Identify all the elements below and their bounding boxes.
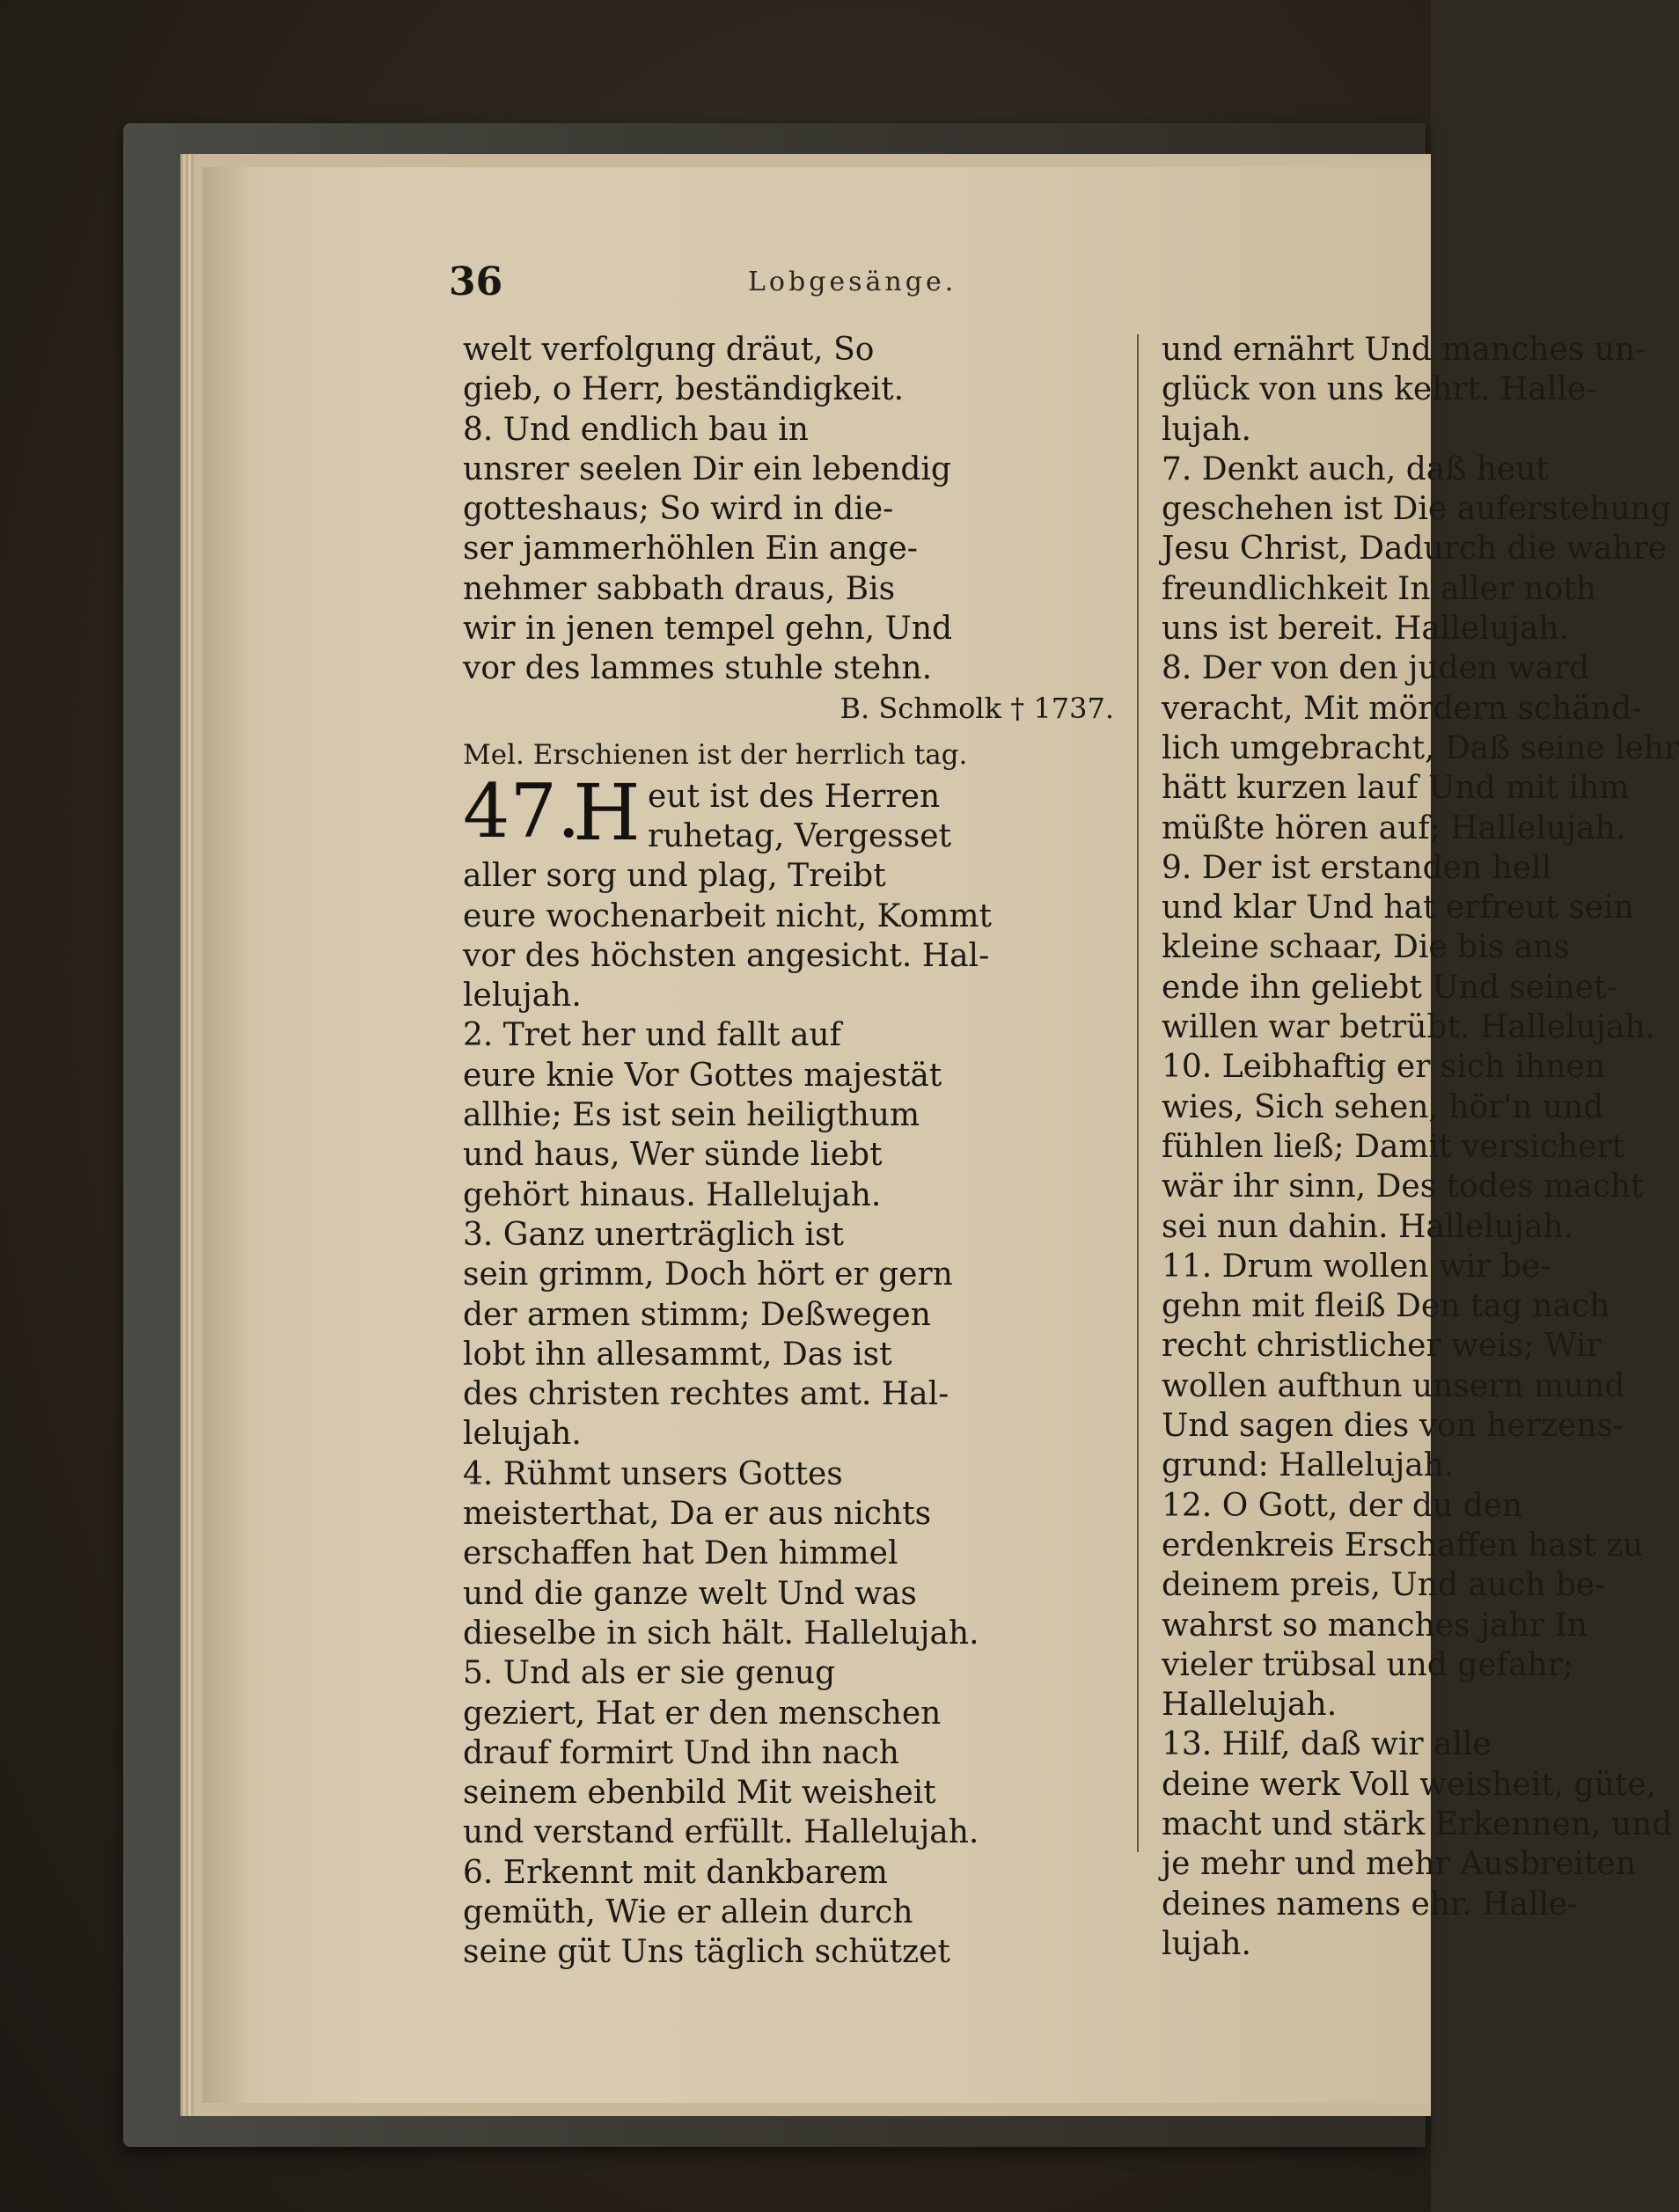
book-page [202, 167, 1679, 2103]
text-line: erschaffen hat Den himmel [463, 1535, 898, 1572]
text-line: drauf formirt Und ihn nach [463, 1734, 899, 1771]
text-line: seinem ebenbild Mit weisheit [463, 1775, 936, 1812]
page-number: 36 [449, 260, 503, 304]
text-line: allhie; Es ist sein heiligthum [463, 1097, 920, 1134]
text-line: erdenkreis Erschaffen hast zu [1162, 1527, 1644, 1564]
hymn-first-line: eut ist des Herren [648, 779, 941, 816]
text-line: hätt kurzen lauf Und mit ihm [1162, 770, 1630, 807]
text-line: und verstand erfüllt. Hallelujah. [463, 1814, 979, 1851]
text-line: lujah. [1162, 411, 1251, 448]
text-line: 7. Denkt auch, daß heut [1162, 450, 1549, 487]
text-line: 2. Tret her und fallt auf [463, 1017, 841, 1054]
text-line: eure wochenarbeit nicht, Kommt [463, 897, 992, 934]
text-line: deinem preis, Und auch be- [1162, 1567, 1606, 1604]
text-line: sein grimm, Doch hört er gern [463, 1256, 953, 1293]
text-line: lujah. [1162, 1925, 1251, 1962]
page-header [202, 260, 1431, 312]
text-line: seine güt Uns täglich schützet [463, 1934, 950, 1971]
text-line: deines namens ehr. Halle- [1162, 1886, 1579, 1923]
text-line: aller sorg und plag, Treibt [463, 858, 886, 895]
text-line: sei nun dahin. Hallelujah. [1162, 1208, 1574, 1245]
text-line: Und sagen dies von herzens- [1162, 1408, 1624, 1445]
hymn-number: 47. [463, 768, 581, 855]
text-line: müßte hören auf; Hallelujah. [1162, 809, 1626, 846]
text-line: Jesu Christ, Dadurch die wahre [1162, 531, 1667, 568]
text-line: 8. Und endlich bau in [463, 411, 809, 448]
text-line: und klar Und hat erfreut sein [1162, 890, 1634, 927]
text-line: macht und stärk Erkennen, und [1162, 1805, 1673, 1842]
text-line: 4. Rühmt unsers Gottes [463, 1455, 843, 1492]
text-line: wollen aufthun unsern mund [1162, 1367, 1625, 1404]
text-line: vor des höchsten angesicht. Hal- [463, 937, 990, 974]
text-line: geschehen ist Die auferstehung [1162, 491, 1671, 528]
text-line: wahrst so manches jahr In [1162, 1607, 1587, 1644]
text-line: kleine schaar, Die bis ans [1162, 929, 1570, 966]
text-line: veracht, Mit mördern schänd- [1162, 690, 1643, 727]
text-line: und haus, Wer sünde liebt [463, 1137, 883, 1174]
text-line: recht christlicher weis; Wir [1162, 1328, 1602, 1365]
text-line: 3. Ganz unerträglich ist [463, 1216, 844, 1253]
text-line: wies, Sich sehen, hör'n und [1162, 1088, 1604, 1125]
text-line: willen war betrübt. Hallelujah. [1162, 1009, 1655, 1046]
left-lines-top [463, 330, 1130, 689]
text-line: lobt ihn allesammt, Das ist [463, 1336, 892, 1373]
text-line: und die ganze welt Und was [463, 1575, 917, 1612]
text-line: gemüth, Wie er allein durch [463, 1893, 913, 1930]
left-lines-body [463, 856, 1130, 1972]
text-line: dieselbe in sich hält. Hallelujah. [463, 1615, 979, 1652]
text-line: eure knie Vor Gottes majestät [463, 1057, 942, 1094]
text-line: lich umgebracht, Daß seine lehr [1162, 729, 1679, 766]
text-line: 13. Hilf, daß wir alle [1162, 1726, 1492, 1763]
text-line: geziert, Hat er den menschen [463, 1695, 942, 1732]
text-line: unsrer seelen Dir ein lebendig [463, 450, 951, 487]
text-line: 5. Und als er sie genug [463, 1655, 836, 1692]
text-line: 11. Drum wollen wir be- [1162, 1248, 1551, 1285]
text-line: 8. Der von den juden ward [1162, 650, 1590, 687]
text-line: ser jammerhöhlen Ein ange- [463, 531, 918, 568]
text-line: fühlen ließ; Damit versichert [1162, 1128, 1625, 1165]
text-line: nehmer sabbath draus, Bis [463, 570, 896, 607]
running-title: Lobgesänge. [748, 267, 957, 297]
text-line: lelujah. [463, 978, 582, 1014]
text-line: ende ihn geliebt Und seinet- [1162, 969, 1617, 1006]
text-line: gehn mit fleiß Den tag nach [1162, 1288, 1610, 1325]
hymn-attribution: B. Schmolk † 1737. [840, 691, 1114, 725]
text-line: vor des lammes stuhle stehn. [463, 650, 933, 687]
text-line: freundlichkeit In aller noth [1162, 570, 1596, 607]
melody-line: Mel. Erschienen ist der herrlich tag. [463, 738, 968, 771]
text-line: glück von uns kehrt. Halle- [1162, 371, 1597, 408]
text-line: deine werk Voll weisheit, güte, [1162, 1766, 1657, 1803]
text-line: und ernährt Und manches un- [1162, 332, 1646, 368]
left-column [463, 330, 1130, 1973]
text-line: 6. Erkennt mit dankbarem [463, 1854, 888, 1891]
column-divider [1137, 334, 1139, 1852]
hymn-heading [463, 767, 1130, 859]
text-line: gieb, o Herr, beständigkeit. [463, 371, 905, 408]
text-line: 12. O Gott, der du den [1162, 1487, 1523, 1524]
text-line: je mehr und mehr Ausbreiten [1162, 1846, 1637, 1883]
text-line: Hallelujah. [1162, 1687, 1338, 1724]
text-line: gotteshaus; So wird in die- [463, 491, 894, 528]
text-line: 10. Leibhaftig er sich ihnen [1162, 1049, 1606, 1086]
text-line: meisterthat, Da er aus nichts [463, 1496, 932, 1533]
drop-cap: H [573, 767, 641, 859]
text-line: 9. Der ist erstanden hell [1162, 849, 1552, 886]
text-line: grund: Hallelujah. [1162, 1447, 1455, 1484]
text-line: der armen stimm; Deßwegen [463, 1296, 931, 1333]
text-line: welt verfolgung dräut, So [463, 332, 875, 368]
text-line: wär ihr sinn, Des todes macht [1162, 1168, 1644, 1205]
hymn-second-line: ruhetag, Vergesset [648, 818, 952, 855]
text-line: gehört hinaus. Hallelujah. [463, 1176, 882, 1213]
text-line: des christen rechtes amt. Hal- [463, 1376, 949, 1413]
text-line: uns ist bereit. Hallelujah. [1162, 611, 1570, 648]
text-line: wir in jenen tempel gehn, Und [463, 611, 953, 648]
text-line: vieler trübsal und gefahr; [1162, 1646, 1573, 1683]
right-column [1162, 330, 1679, 1964]
text-line: lelujah. [463, 1416, 582, 1453]
